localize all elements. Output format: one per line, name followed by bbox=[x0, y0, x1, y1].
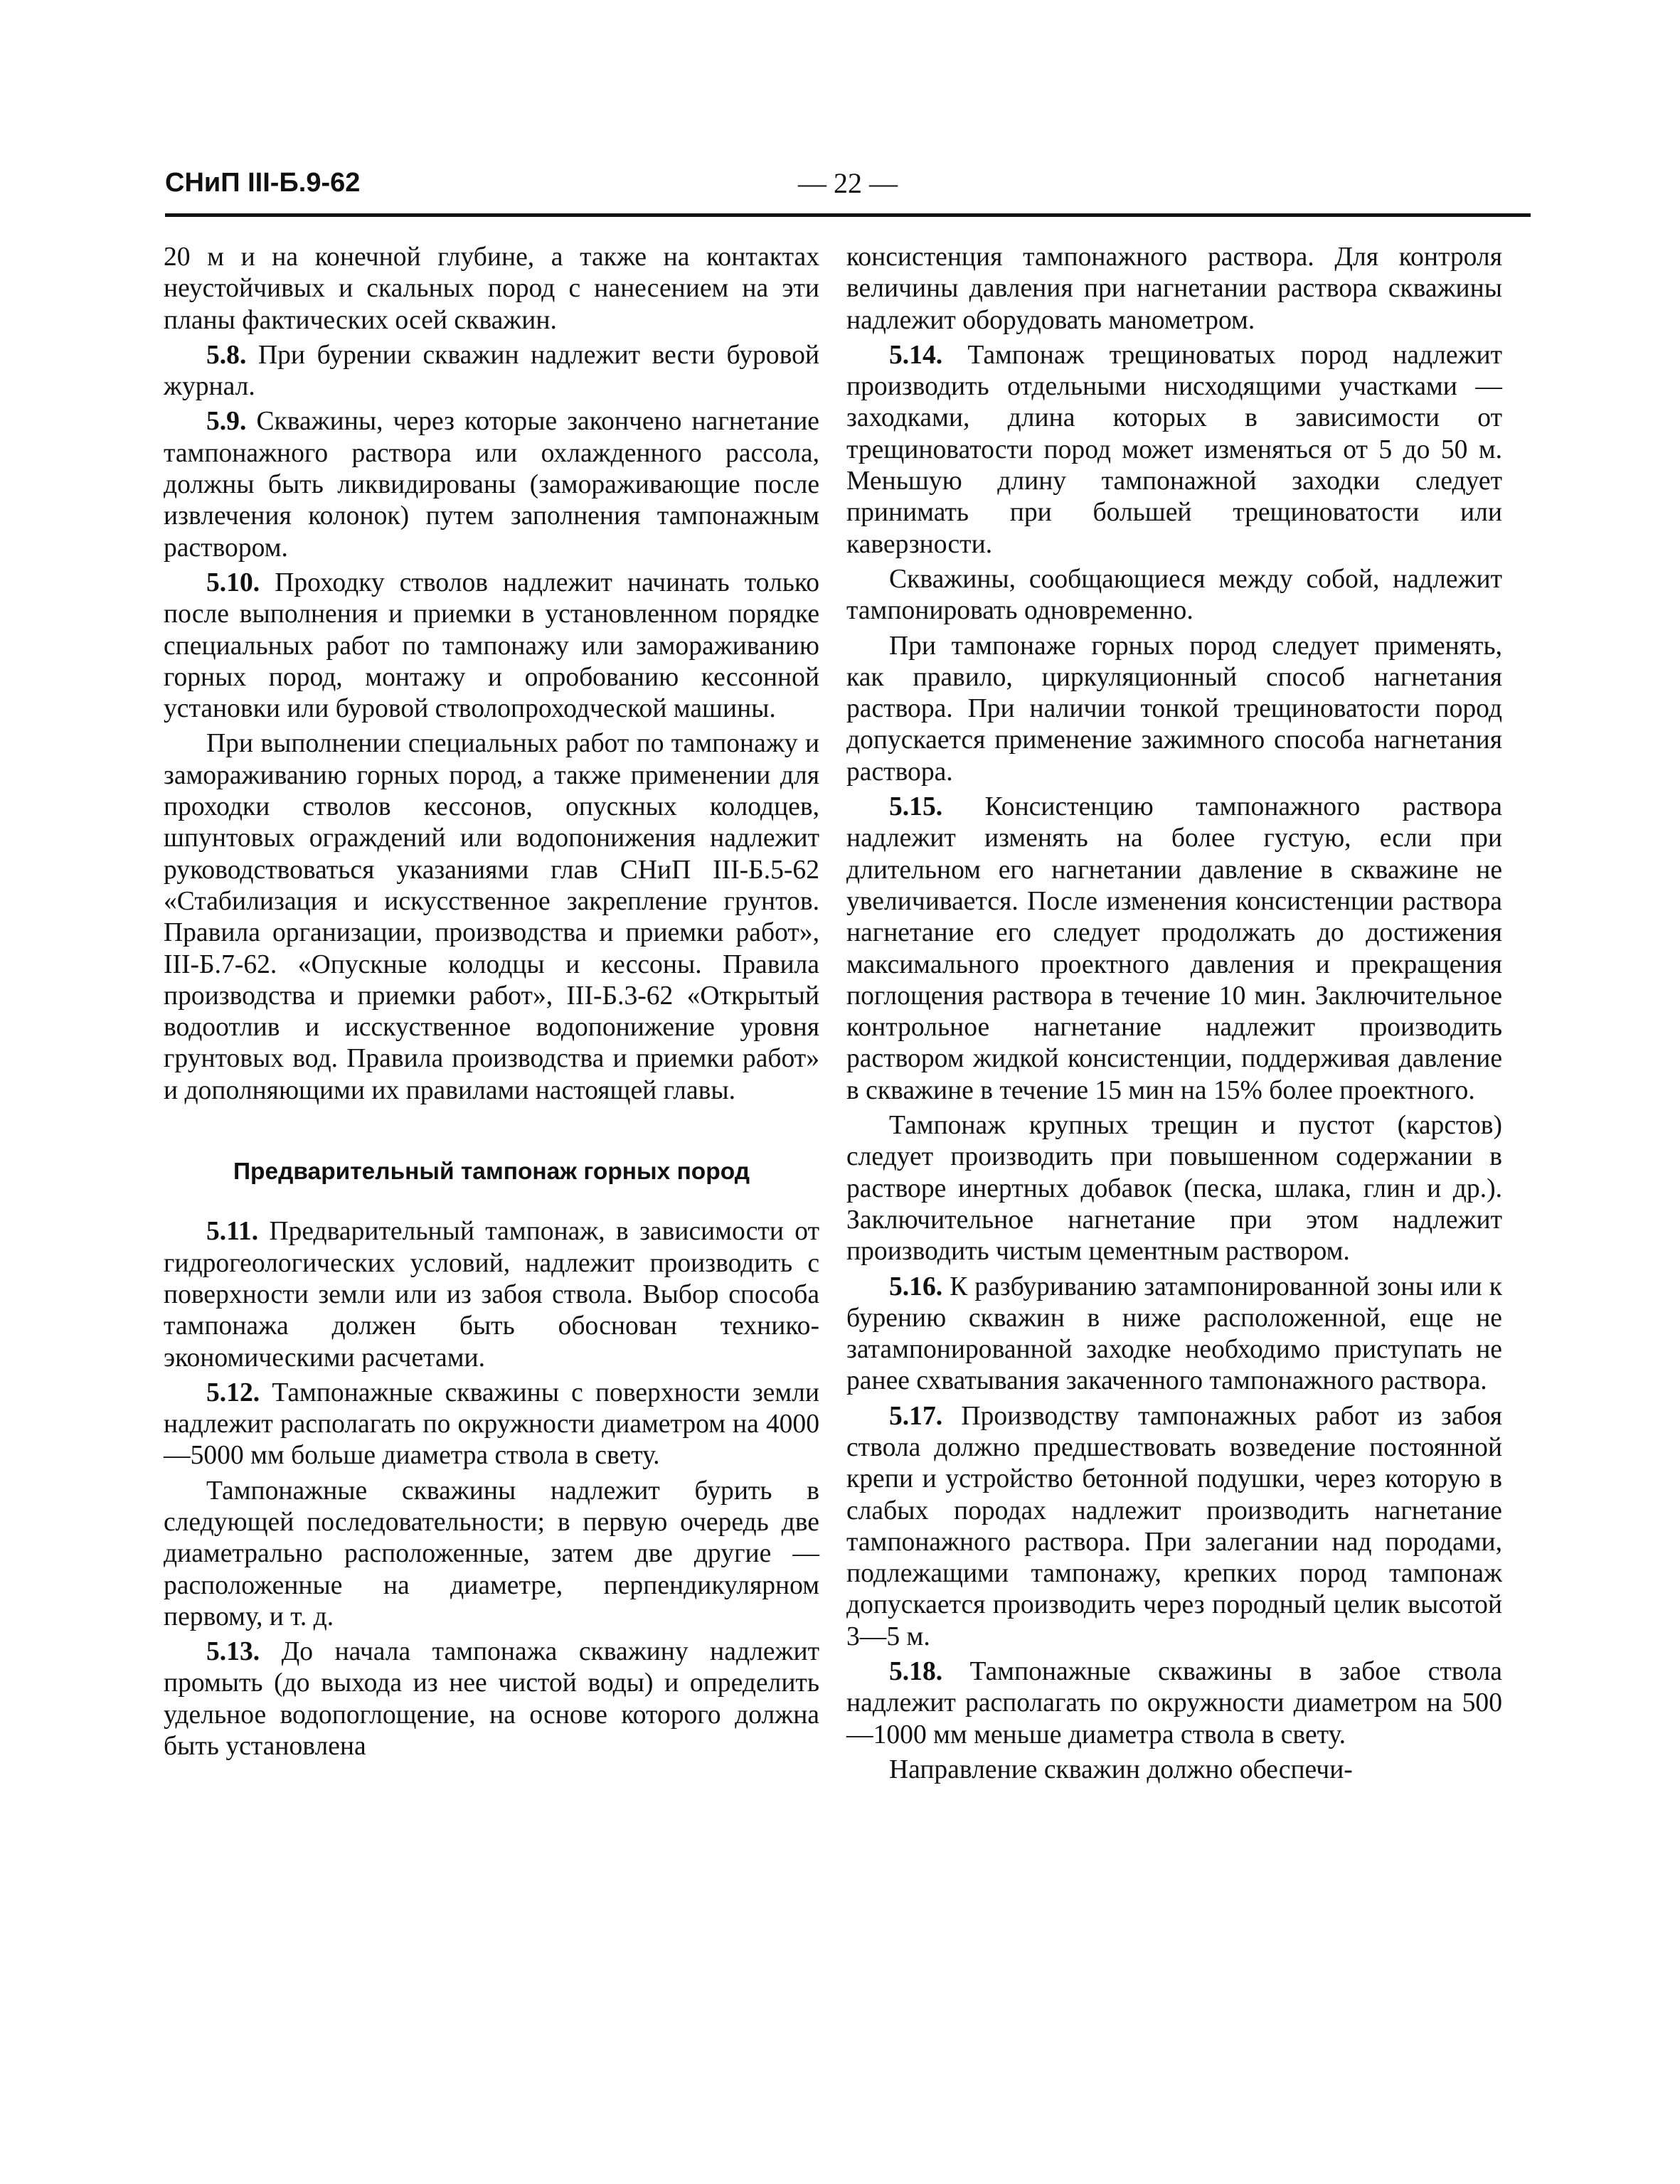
page-number: — 22 — bbox=[798, 167, 898, 199]
clause-text: Производству тампонажных работ из забоя ствола должно предшествовать возведение постоянной крепи и устройство бетонной подушки, через которую в слабых породах надлежит производить нагнетание тампонажного раствора. При залегании над породами, подлежащими тампонажу, крепких пород тампонаж допускается производить через породный целик высотой 3—5 м. bbox=[846, 1401, 1502, 1651]
document-code: СНиП III-Б.9-62 bbox=[165, 168, 361, 198]
clause-number: 5.13. bbox=[206, 1637, 260, 1667]
paragraph: Тампонаж крупных трещин и пустот (карстов) следует производить при повышенном содержании в растворе инертных добавок (песка, шлака, глин и др.). Заключительное нагнетание при этом надлежит производить чистым цементным раствором. bbox=[846, 1111, 1502, 1267]
clause-number: 5.14. bbox=[889, 340, 943, 370]
section-heading: Предварительный тампонаж горных пород bbox=[233, 1158, 750, 1186]
clause-number: 5.17. bbox=[889, 1401, 943, 1431]
clause-text: Тампонажные скважины с поверхности земли надлежит располагать по окружности диаметром на 4000—5000 мм больше диаметра ствола в свету. bbox=[164, 1378, 819, 1471]
clause-number: 5.8. bbox=[206, 340, 247, 370]
clause-5-14 bbox=[846, 340, 1502, 560]
left-column bbox=[164, 242, 819, 1762]
clause-text: Проходку стволов надлежит начинать только после выполнения и приемки в установленном порядке специальных работ по тампонажу или замораживанию горных пород, монтажу и опробованию кессонной установки или буровой стволопроходческой машины. bbox=[164, 568, 819, 724]
clause-text: Тампонаж трещиноватых пород надлежит производить отдельными нисходящими участками — заходками, длина которых в зависимости от трещиноватости пород может изменяться от 5 до 50 м. Меньшую длину тампонажной заходки следует принимать при большей трещиноватости или каверзности. bbox=[846, 340, 1502, 559]
clause-text: При бурении скважин надлежит вести буровой журнал. bbox=[164, 340, 819, 402]
clause-5-11 bbox=[164, 1216, 819, 1373]
paragraph: консистенция тампонажного раствора. Для контроля величины давления при нагнетании раствора скважины надлежит оборудовать манометром. bbox=[846, 243, 1502, 335]
page-header bbox=[165, 165, 1531, 217]
clause-number: 5.9. bbox=[206, 407, 247, 437]
clause-5-12 bbox=[164, 1378, 819, 1472]
clause-number: 5.12. bbox=[206, 1378, 260, 1407]
paragraph: Тампонажные скважины надлежит бурить в следующей последовательности; в первую очередь две диаметрально расположенные, затем две другие — расположенные на диаметре, перпендикулярном первому, и т. д. bbox=[164, 1476, 819, 1631]
clause-number: 5.15. bbox=[889, 792, 943, 822]
clause-text: До начала тампонажа скважину надлежит промыть (до выхода из нее чистой воды) и определить удельное водопоглощение, на основе которого должна быть установлена bbox=[164, 1637, 819, 1762]
clause-5-18 bbox=[846, 1656, 1502, 1751]
clause-5-17 bbox=[846, 1401, 1502, 1653]
clause-number: 5.10. bbox=[206, 568, 260, 597]
clause-number: 5.11. bbox=[206, 1217, 259, 1247]
clause-5-10 bbox=[164, 568, 819, 725]
paragraph: 20 м и на конечной глубине, а также на контактах неустойчивых и скальных пород с нанесением на эти планы фактических осей скважин. bbox=[164, 243, 819, 335]
clause-number: 5.16. bbox=[889, 1272, 943, 1301]
paragraph: При тампонаже горных пород следует применять, как правило, циркуляционный способ нагнетания раствора. При наличии тонкой трещиноватости пород допускается применение зажимного способа нагнетания раствора. bbox=[846, 631, 1502, 787]
clause-text: Тампонажные скважины в забое ствола надлежит располагать по окружности диаметром на 500—1000 мм меньше диаметра ствола в свету. bbox=[846, 1657, 1502, 1749]
clause-text: Предварительный тампонаж, в зависимости от гидрогеологических условий, надлежит производить с поверхности земли или из забоя ствола. Выбор способа тампонажа должен быть обоснован технико-экономическими расчетами. bbox=[164, 1217, 819, 1373]
paragraph: Направление скважин должно обеспечи- bbox=[889, 1754, 1353, 1784]
clause-text: Скважины, через которые закончено нагнетание тампонажного раствора или охлажденного рассола, должны быть ликвидированы (замораживающие после извлечения колонок) путем заполнения тампонажным раствором. bbox=[164, 407, 819, 563]
paragraph: При выполнении специальных работ по тампонажу и замораживанию горных пород, а также применении для проходки стволов кессонов, опускных колодцев, шпунтовых ограждений или водопонижения надлежит руководствоваться указаниями глав СНиП III-Б.5-62 «Стабилизация и искусственное закрепление грунтов. Правила организации, производства и приемки работ», III-Б.7-62. «Опускные колодцы и кессоны. Правила производства и приемки работ», III-Б.3-62 «Открытый водоотлив и исскуственное водопонижение уровня грунтовых вод. Правила производства и приемки работ» и дополняющими их правилами настоящей главы. bbox=[164, 729, 819, 1105]
clause-text: Консистенцию тампонажного раствора надлежит изменять на более густую, если при длительном его нагнетании давление в скважине не увеличивается. После изменения консистенции раствора нагнетание его следует продолжать до достижения максимального проектного давления и прекращения поглощения раствора в течение 10 мин. Заключительное контрольное нагнетание надлежит производить раствором жидкой консистенции, поддерживая давление в скважине в течение 15 мин на 15% более проектного. bbox=[846, 792, 1502, 1105]
clause-5-15 bbox=[846, 792, 1502, 1107]
clause-5-9 bbox=[164, 406, 819, 563]
clause-5-16 bbox=[846, 1272, 1502, 1397]
right-column bbox=[846, 242, 1502, 1786]
clause-5-8 bbox=[164, 340, 819, 403]
clause-5-13 bbox=[164, 1636, 819, 1762]
paragraph: Скважины, сообщающиеся между собой, надлежит тампонировать одновременно. bbox=[846, 564, 1502, 626]
clause-number: 5.18. bbox=[889, 1657, 943, 1687]
clause-text: К разбуриванию затампонированной зоны или к бурению скважин в ниже расположенной, еще не затампонированной заходке необходимо приступать не ранее схватывания закаченного тампонажного раствора. bbox=[846, 1272, 1502, 1396]
